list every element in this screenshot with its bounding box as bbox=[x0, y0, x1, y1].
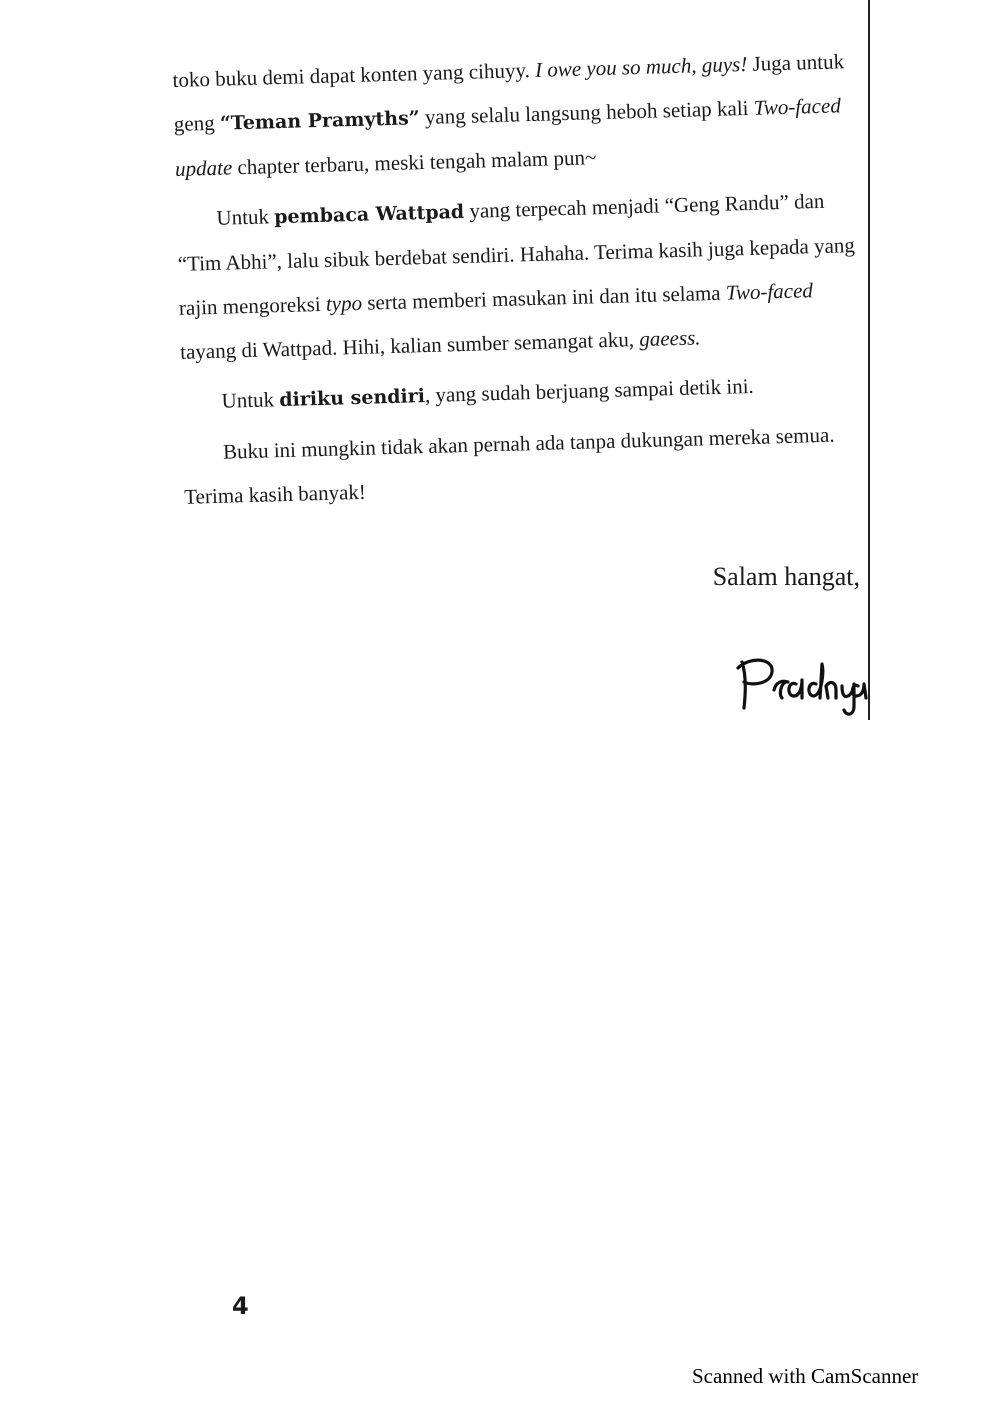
closing-salutation: Salam hangat, bbox=[712, 562, 860, 591]
paragraph-4 bbox=[182, 412, 874, 519]
p1-text-a: toko buku demi dapat konten yang cihuyy. bbox=[172, 57, 536, 92]
p3-text-a: Untuk bbox=[221, 387, 280, 413]
p1-text-c: Juga untuk geng bbox=[173, 49, 845, 136]
body-text bbox=[172, 39, 875, 525]
p3-bold-b: diriku sendiri bbox=[279, 385, 426, 412]
paragraph-2 bbox=[176, 178, 871, 374]
p3-text-c: , yang sudah berjuang sampai detik ini. bbox=[424, 373, 755, 408]
p2-italic-d: typo bbox=[325, 290, 363, 316]
page-number: 4 bbox=[232, 1292, 249, 1320]
p2-bold-b: pembaca Wattpad bbox=[273, 200, 465, 229]
p2-text-e: serta memberi masukan ini dan itu selama bbox=[361, 280, 727, 315]
p2-text-g: tayang di Wattpad. Hihi, kalian sumber semangat aku, bbox=[179, 327, 640, 364]
p1-text-e: yang selalu langsung heboh setiap kali bbox=[419, 95, 755, 130]
p1-italic-f: Two-faced update bbox=[174, 93, 842, 181]
scanner-watermark: Scanned with CamScanner bbox=[692, 1364, 919, 1388]
p2-italic-h: gaeess. bbox=[638, 325, 701, 352]
p4-text-a: Buku ini mungkin tidak akan pernah ada tanpa dukungan mereka semua. Terima kasih banyak! bbox=[183, 422, 835, 509]
p1-bold-d: “Teman Pramyths” bbox=[219, 107, 420, 135]
p1-text-g: chapter terbaru, meski tengah malam pun~ bbox=[231, 145, 597, 180]
signature-image bbox=[730, 650, 870, 720]
paragraph-1 bbox=[172, 39, 865, 191]
p2-text-c: yang terpecah menjadi “Geng Randu” dan “Tim Abhi”, lalu sibuk berdebat sendiri. Hahaha. Terima kasih juga kepada yang rajin mengoreksi bbox=[177, 188, 856, 320]
p2-italic-f: Two-faced bbox=[725, 278, 814, 305]
p1-italic-b: I owe you so much, guys! bbox=[534, 51, 748, 82]
p2-text-a: Untuk bbox=[216, 204, 275, 230]
